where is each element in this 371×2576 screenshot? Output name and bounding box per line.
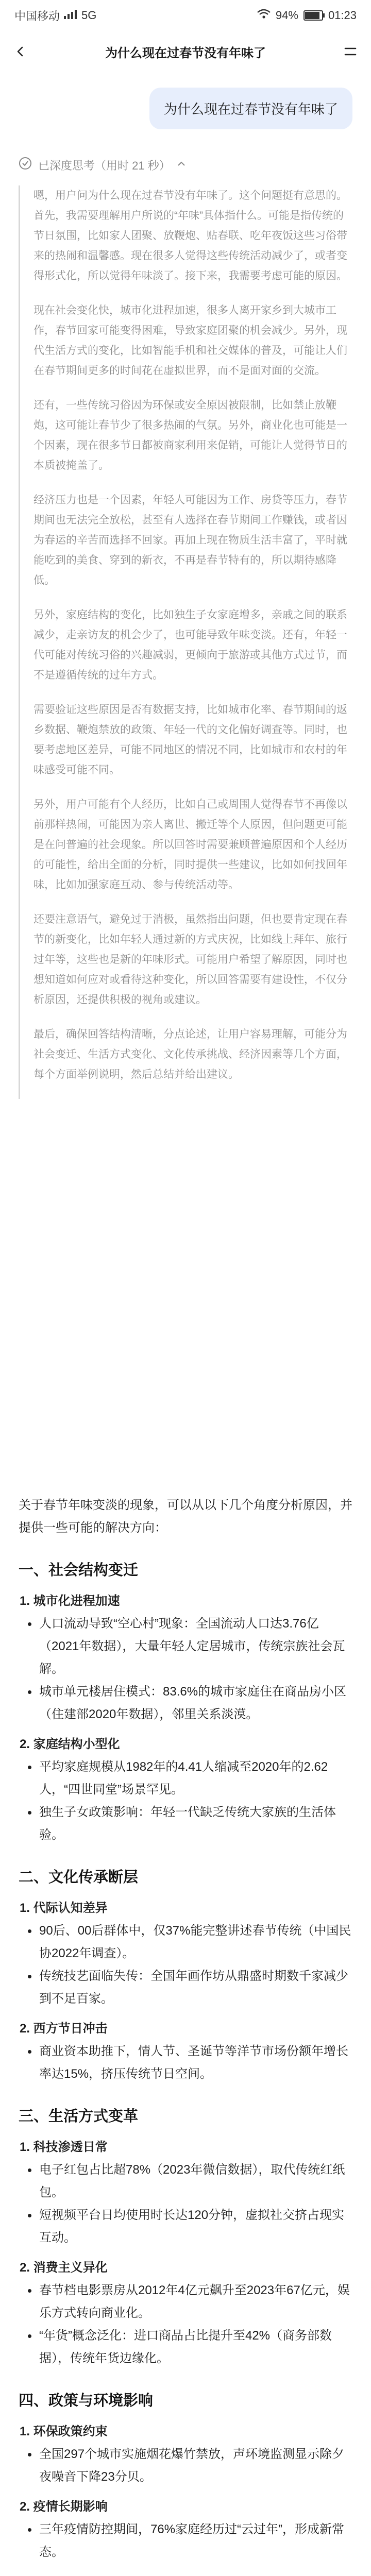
- bullet-item: 三年疫情防控期间，76%家庭经历过“云过年”，形成新常态。: [19, 2518, 352, 2564]
- bullet-item: 商业资本助推下，情人节、圣诞节等洋节市场份额年增长率达15%，挤压传统节日空间。: [19, 2040, 352, 2086]
- bullet-item: 人口流动导致“空心村”现象：全国流动人口达3.76亿（2021年数据），大量年轻人定居城市，传统宗族社会瓦解。: [19, 1613, 352, 1681]
- thinking-paragraph: 现在社会变化快，城市化进程加速，很多人离开家乡到大城市工作，春节回家可能变得困难，导致家庭团聚的机会减少。另外，现代生活方式的变化，比如智能手机和社交媒体的普及，可能让人们在春节期间更多的时间花在虚拟世界，而不是面对面的交流。: [33, 304, 347, 377]
- back-arrow-icon[interactable]: [9, 40, 32, 63]
- subsection: [19, 2018, 352, 2086]
- deep-thinking-toggle[interactable]: [19, 155, 186, 175]
- subsection-heading: 1. 环保政策约束: [20, 2425, 108, 2438]
- thinking-paragraph: 另外，家庭结构的变化，比如独生子女家庭增多，亲戚之间的联系减少，走亲访友的机会少了，也可能导致年味变淡。还有，年轻一代可能对传统习俗的兴趣减弱，更倾向于旅游或其他方式过节，而不是遵循传统的过年方式。: [33, 609, 347, 681]
- carrier-label: 中国移动: [14, 9, 60, 23]
- signal-icon: [64, 9, 77, 22]
- section-heading: 一、社会结构变迁: [19, 1562, 139, 1579]
- bullet-item: 独生子女政策影响：年轻一代缺乏传统大家族的生活体验。: [19, 1801, 352, 1846]
- thinking-paragraph: 另外，用户可能有个人经历，比如自己或周围人觉得春节不再像以前那样热闹，可能因为亲人离世、搬迁等个人原因，但问题更可能是在问普遍的社会现象。所以回答时需要兼顾普遍原因和个人经历的可能性，给出全面的分析，同时提供一些建议，比如如何找回年味，比如加强家庭互动、参与传统活动等。: [33, 799, 347, 891]
- subsection: [19, 1590, 352, 1726]
- bullet-item: 传统技艺面临失传：全国年画作坊从鼎盛时期数千家减少到不足百家。: [19, 1965, 352, 2010]
- status-bar: [0, 0, 371, 31]
- thinking-paragraph: 嗯，用户问为什么现在过春节没有年味了。这个问题挺有意思的。首先，我需要理解用户所说的“年味”具体指什么。可能是指传统的节日氛围，比如家人团聚、放鞭炮、贴春联、吃年夜饭这些习俗带来的热闹和温馨感。现在很多人觉得这些传统活动减少了，或者变得形式化，所以觉得年味淡了。接下来，我需要考虑可能的原因。: [33, 190, 347, 282]
- thinking-paragraph: 还要注意语气，避免过于消极，虽然指出问题，但也要肯定现在春节的新变化，比如年轻人通过新的方式庆祝，比如线上拜年、旅行过年等，这些也是新的年味形式。可能用户希望了解原因，同时也想知道如何应对或看待这种变化，所以回答需要有建设性，不仅分析原因，还提供积极的视角或建议。: [33, 913, 347, 1006]
- answer-section: [19, 1866, 352, 2086]
- subsection: [19, 1897, 352, 2010]
- subsection: [19, 2496, 352, 2564]
- thinking-paragraph: 最后，确保回答结构清晰，分点论述，让用户容易理解，可能分为社会变迁、生活方式变化、文化传承挑战、经济因素等几个方面，每个方面举例说明，然后总结并给出建议。: [33, 1028, 347, 1080]
- user-message-bubble: 为什么现在过春节没有年味了: [149, 88, 352, 129]
- bullet-item: 电子红包占比超78%（2023年微信数据），取代传统红纸包。: [19, 2159, 352, 2204]
- answer-section: [19, 1559, 352, 1846]
- thinking-paragraph: 需要验证这些原因是否有数据支持，比如城市化率、春节期间的返乡数据、鞭炮禁放的政策、年轻一代的文化偏好调查等。同时，也要考虑地区差异，可能不同地区的情况不同，比如城市和农村的年味感受可能不同。: [33, 704, 347, 776]
- network-label: 5G: [81, 9, 97, 22]
- bullet-item: 全国297个城市实施烟花爆竹禁放，声环境监测显示除夕夜噪音下降23分贝。: [19, 2443, 352, 2488]
- assistant-answer: [19, 1494, 352, 2576]
- section-heading: 四、政策与环境影响: [19, 2393, 154, 2409]
- thinking-paragraph: 还有，一些传统习俗因为环保或安全原因被限制，比如禁止放鞭炮，这可能让春节少了很多热闹的气氛。另外，商业化也可能是一个因素，现在很多节日都被商家利用来促销，可能让人觉得节日的本质被掩盖了。: [33, 399, 347, 471]
- clock-label: 01:23: [328, 9, 357, 22]
- bullet-item: 平均家庭规模从1982年的4.41人缩减至2020年的2.62人，“四世同堂”场景罕见。: [19, 1756, 352, 1801]
- section-heading: 三、生活方式变革: [19, 2108, 139, 2125]
- status-right: [257, 9, 357, 22]
- more-menu-icon[interactable]: [339, 40, 362, 63]
- section-heading: 二、文化传承断层: [19, 1869, 139, 1886]
- page-title: 为什么现在过春节没有年味了: [105, 46, 266, 60]
- answer-section: [19, 2105, 352, 2370]
- answer-intro: 关于春节年味变淡的现象，可以从以下几个角度分析原因，并提供一些可能的解决方向：: [19, 1498, 352, 1535]
- thinking-content: [19, 185, 352, 1099]
- subsection-heading: 2. 西方节日冲击: [20, 2022, 108, 2036]
- subsection: [19, 2257, 352, 2370]
- subsection-heading: 2. 家庭结构小型化: [20, 1737, 120, 1751]
- chevron-up-icon: [177, 158, 186, 172]
- battery-label: 94%: [275, 9, 298, 22]
- subsection-heading: 2. 疫情长期影响: [20, 2500, 108, 2514]
- bullet-item: 城市单元楼居住模式：83.6%的城市家庭住在商品房小区（住建部2020年数据），邻里关系淡漠。: [19, 1681, 352, 1726]
- subsection-heading: 1. 代际认知差异: [20, 1901, 108, 1915]
- bullet-item: 90后、00后群体中，仅37%能完整讲述春节传统（中国民协2022年调查）。: [19, 1920, 352, 1965]
- subsection: [19, 1733, 352, 1846]
- subsection-heading: 2. 消费主义异化: [20, 2261, 108, 2275]
- subsection: [19, 2420, 352, 2488]
- battery-icon: [303, 10, 323, 21]
- status-left: [14, 8, 96, 24]
- deepthink-icon: [19, 157, 32, 173]
- thinking-label: 已深度思考（用时 21 秒）: [38, 159, 171, 172]
- subsection: [19, 2136, 352, 2249]
- battery-fill: [305, 12, 319, 19]
- subsection-heading: 1. 城市化进程加速: [20, 1594, 120, 1608]
- bullet-item: “年货”概念泛化：进口商品占比提升至42%（商务部数据），传统年货边缘化。: [19, 2325, 352, 2370]
- bullet-item: 短视频平台日均使用时长达120分钟，虚拟社交挤占现实互动。: [19, 2204, 352, 2249]
- subsection-heading: 1. 科技渗透日常: [20, 2140, 108, 2154]
- answer-section: [19, 2389, 352, 2564]
- app-header: [0, 31, 371, 72]
- thinking-paragraph: 经济压力也是一个因素，年轻人可能因为工作、房贷等压力，春节期间也无法完全放松，甚至有人选择在春节期间工作赚钱，或者因为春运的辛苦而选择不回家。再加上现在物质生活丰富了，平时就能吃到的美食、穿到的新衣，不再是春节特有的，所以期待感降低。: [33, 494, 347, 586]
- wifi-icon: [257, 9, 271, 22]
- bullet-item: 春节档电影票房从2012年4亿元飙升至2023年67亿元，娱乐方式转向商业化。: [19, 2279, 352, 2325]
